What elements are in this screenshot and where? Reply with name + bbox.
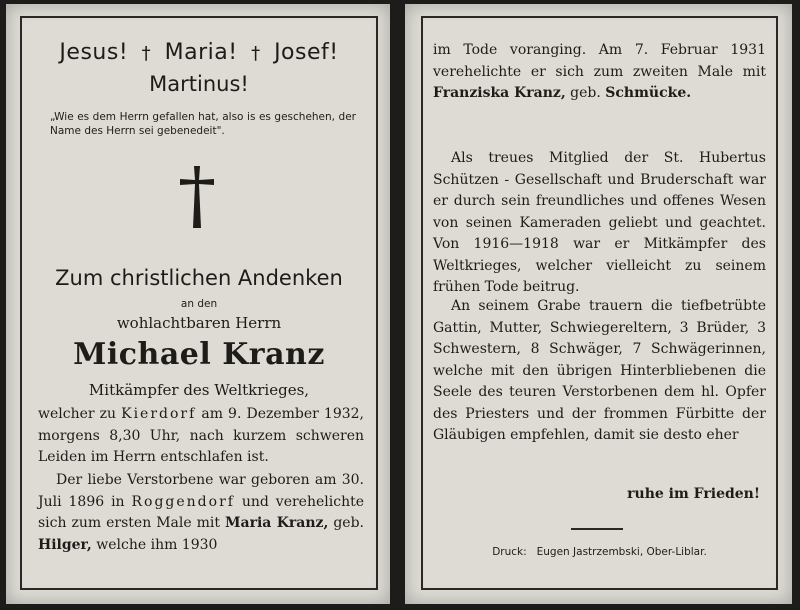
birth-text-b: und verehelichte sich zum ersten Male mit [38,493,364,531]
death-text-a: welcher zu [38,406,122,422]
deceased-name: Michael Kranz [73,337,325,372]
printer-line [423,546,776,558]
second-wife-name: Franziska Kranz, [433,85,566,101]
an-den-text: an den [180,298,218,310]
birth-text-d: welche ihm 1930 [91,536,218,553]
small-cross-icon: † [141,43,152,64]
marriage-text-b: geb. [565,85,606,101]
divider-rule [571,528,623,530]
right-border-frame [421,16,778,590]
deceased-subtitle: Mitkämpfer des Weltkrieges, [88,381,310,399]
right-card-page [405,4,792,604]
latin-cross-icon [177,164,217,230]
invocation-line [22,40,376,65]
marriage-paragraph [433,40,766,105]
honorific-text: wohlachtbaren Herrn [116,314,282,332]
memorial-heading: Zum christlichen Andenken [55,266,343,290]
printer-label: Druck: [492,546,527,558]
birth-text-c: geb. [328,515,364,531]
death-place: Kierdorf [121,406,197,422]
invocation-josef: Josef! [274,40,339,65]
death-paragraph [38,404,364,469]
second-wife-maiden: Schmücke. [605,85,692,101]
saint-name: Martinus! [149,72,249,96]
death-text-b: am 9. Dezember 1932, morgens 8,30 Uhr, nach kurzem schweren Leiden im Herrn entschlafen ist. [38,406,365,465]
mourners-paragraph: An seinem Grabe trauern die tiefbetrübte Gattin, Mutter, Schwiegereltern, 3 Brüder, 3 Schwestern, 8 Schwäger, 7 Schwägerinnen, welche mit den übrigen Hinterbliebenen die Seele des teuren Verstorbenen dem hl. Opfer des Priesters und der frommen Fürbitte der Gläubigen empfehlen, damit sie desto eher [433,298,766,443]
small-cross-icon: † [251,43,261,64]
left-border-frame [20,16,378,590]
marriage-text-a: im Tode voranging. Am 7. Februar 1931 verehelichte er sich zum zweiten Male mit [433,42,766,80]
birth-paragraph [38,470,364,556]
closing-phrase: ruhe im Frieden! [627,486,760,502]
first-wife-maiden: Hilger, [38,536,92,553]
bible-quote: „Wie es dem Herrn gefallen hat, also is es geschehen, der Name des Herrn sei gebenedeit". [50,111,356,137]
left-card-page [6,4,390,604]
society-paragraph: Als treues Mitglied der St. Hubertus Schützen - Gesellschaft und Bruderschaft war er durch sein freundliches und offenes Wesen von seinen Kameraden geliebt und geachtet. Von 1916—1918 war er Mitkämpfer des Weltkrieges, welcher vielleicht zu seinem frühen Tode beitrug. [433,150,766,295]
birth-place: Roggendorf [131,493,235,510]
invocation-maria: Maria! [164,40,238,65]
birth-text-a: Der liebe Verstorbene war geboren am 30. Juli 1896 in [38,472,364,510]
first-wife-name: Maria Kranz, [225,515,329,531]
printer-name: Eugen Jastrzembski, Ober-Liblar. [536,546,707,558]
invocation-jesus: Jesus! [59,40,129,65]
